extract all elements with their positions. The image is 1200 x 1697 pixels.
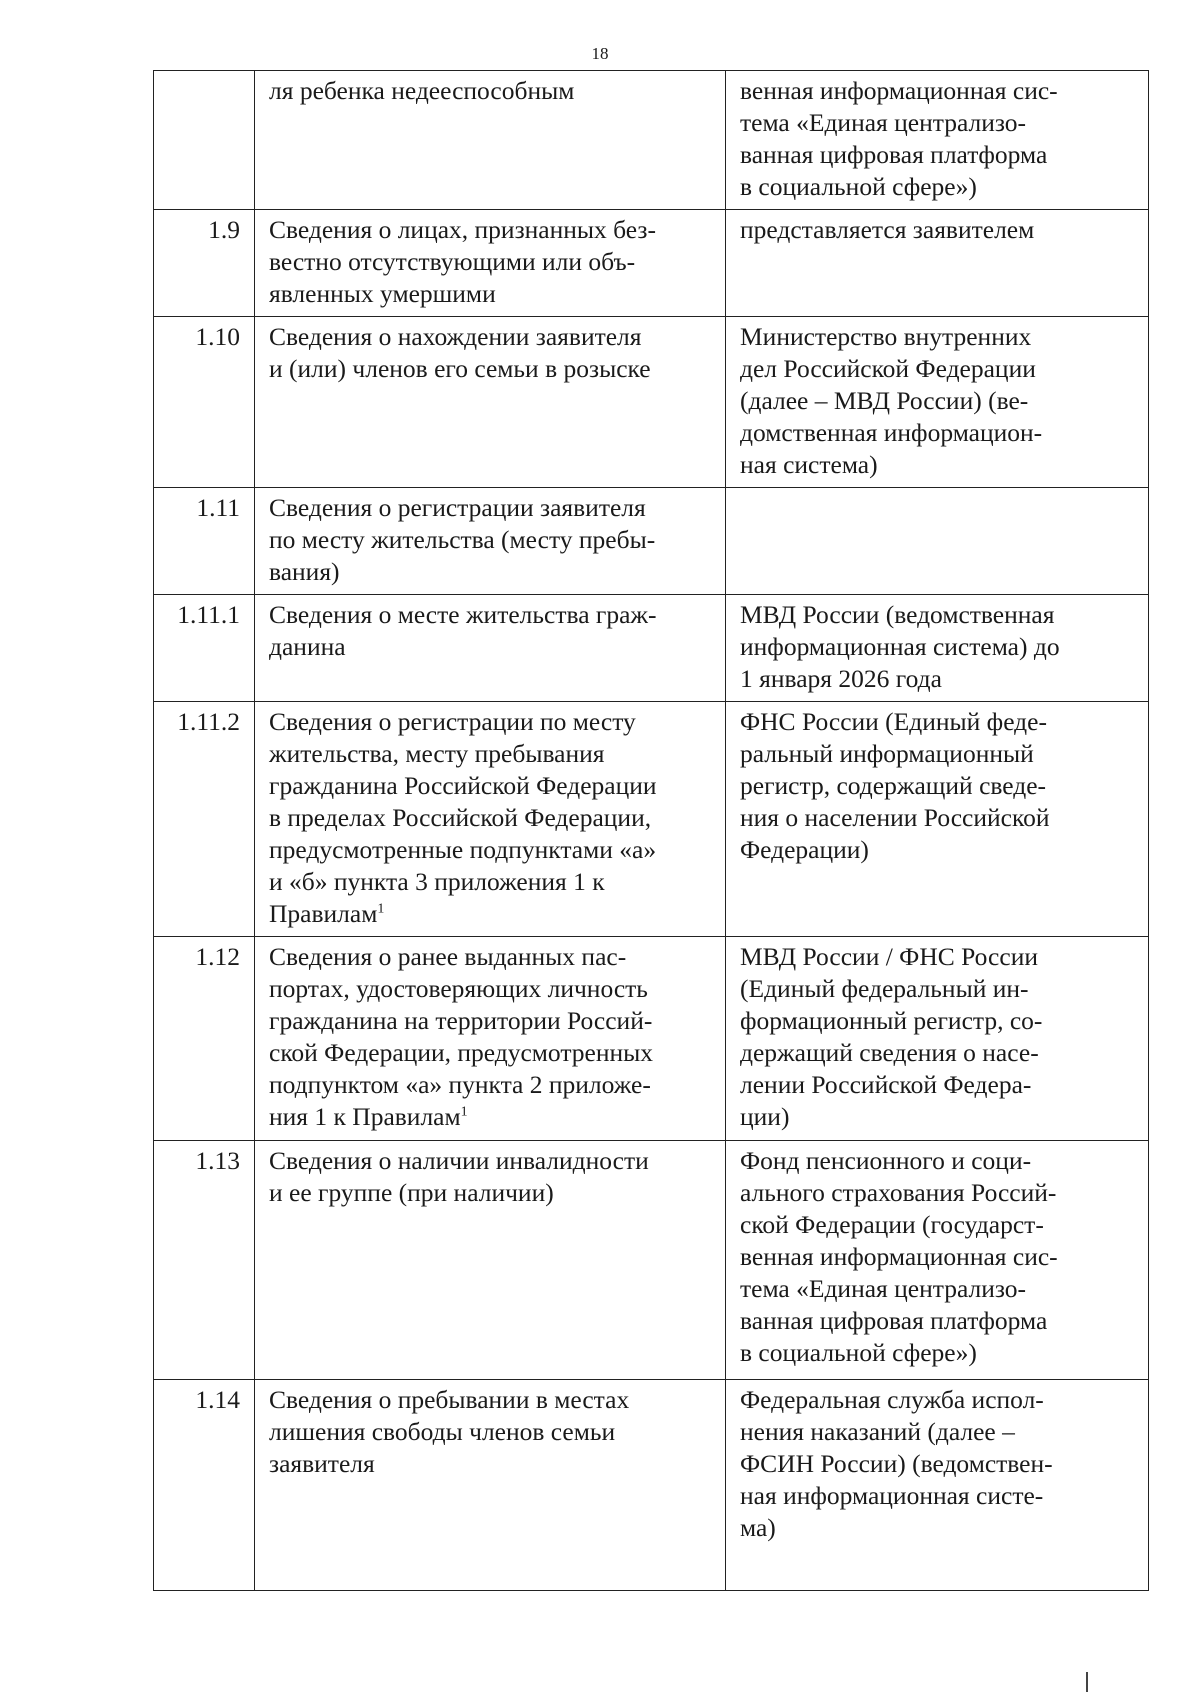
table-row [154, 1141, 1149, 1380]
source-cell: МВД России / ФНС России (Единый федеральный ин- формационный регистр, со- держащий сведения о насе- лении Российской Федера- ции) [726, 937, 1149, 1141]
source-cell: Фонд пенсионного и соци- ального страхования Россий- ской Федерации (государст- венная информационная сис- тема «Единая централизо- ванная цифровая платформа в социальной сфере») [726, 1141, 1149, 1380]
scan-edge-mark [1086, 1672, 1088, 1692]
footnote-mark: 1 [377, 901, 385, 917]
source-cell [726, 488, 1149, 595]
table-row [154, 488, 1149, 595]
document-table [153, 70, 1149, 1591]
info-cell: Сведения о пребывании в местах лишения свободы членов семьи заявителя [255, 1380, 726, 1591]
info-cell: Сведения о регистрации заявителя по месту жительства (месту пребы- вания) [255, 488, 726, 595]
source-cell: представляется заявителем [726, 210, 1149, 317]
row-number: 1.10 [154, 317, 255, 488]
source-cell: Федеральная служба испол- нения наказаний (далее – ФСИН России) (ведомствен- ная информационная систе- ма) [726, 1380, 1149, 1591]
row-number: 1.9 [154, 210, 255, 317]
info-cell: Сведения о нахождении заявителя и (или) членов его семьи в розыске [255, 317, 726, 488]
table-row [154, 595, 1149, 702]
table-row [154, 210, 1149, 317]
info-cell: Сведения о регистрации по месту жительства, месту пребывания гражданина Российской Федерации в пределах Российской Федерации, предусмотренные подпунктами «а» и «б» пункта 3 приложения 1 к Правилам$^1$ [255, 702, 726, 937]
table-row [154, 702, 1149, 937]
table-row [154, 937, 1149, 1141]
info-cell: ля ребенка недееспособным [255, 71, 726, 210]
info-cell: Сведения о месте жительства граж- данина [255, 595, 726, 702]
row-number [154, 71, 255, 210]
source-cell: венная информационная сис- тема «Единая централизо- ванная цифровая платформа в социальной сфере») [726, 71, 1149, 210]
row-number: 1.13 [154, 1141, 255, 1380]
row-number: 1.11 [154, 488, 255, 595]
page-number: 18 [591, 44, 609, 63]
info-cell: Сведения о ранее выданных пас- портах, удостоверяющих личность гражданина на территории Россий- ской Федерации, предусмотренных подпунктом «а» пункта 2 приложе- ния 1 к Правилам$^1$ [255, 937, 726, 1141]
footnote-mark: 1 [460, 1104, 468, 1120]
table-row [154, 1380, 1149, 1591]
table-row [154, 71, 1149, 210]
row-number: 1.11.1 [154, 595, 255, 702]
source-cell: МВД России (ведомственная информационная система) до 1 января 2026 года [726, 595, 1149, 702]
info-cell: Сведения о наличии инвалидности и ее группе (при наличии) [255, 1141, 726, 1380]
row-number: 1.11.2 [154, 702, 255, 937]
row-number: 1.14 [154, 1380, 255, 1591]
source-cell: Министерство внутренних дел Российской Федерации (далее – МВД России) (ве- домственная информацион- ная система) [726, 317, 1149, 488]
row-number: 1.12 [154, 937, 255, 1141]
source-cell: ФНС России (Единый феде- ральный информационный регистр, содержащий сведе- ния о населении Российской Федерации) [726, 702, 1149, 937]
info-cell: Сведения о лицах, признанных без- вестно отсутствующими или объ- явленных умершими [255, 210, 726, 317]
table-row [154, 317, 1149, 488]
